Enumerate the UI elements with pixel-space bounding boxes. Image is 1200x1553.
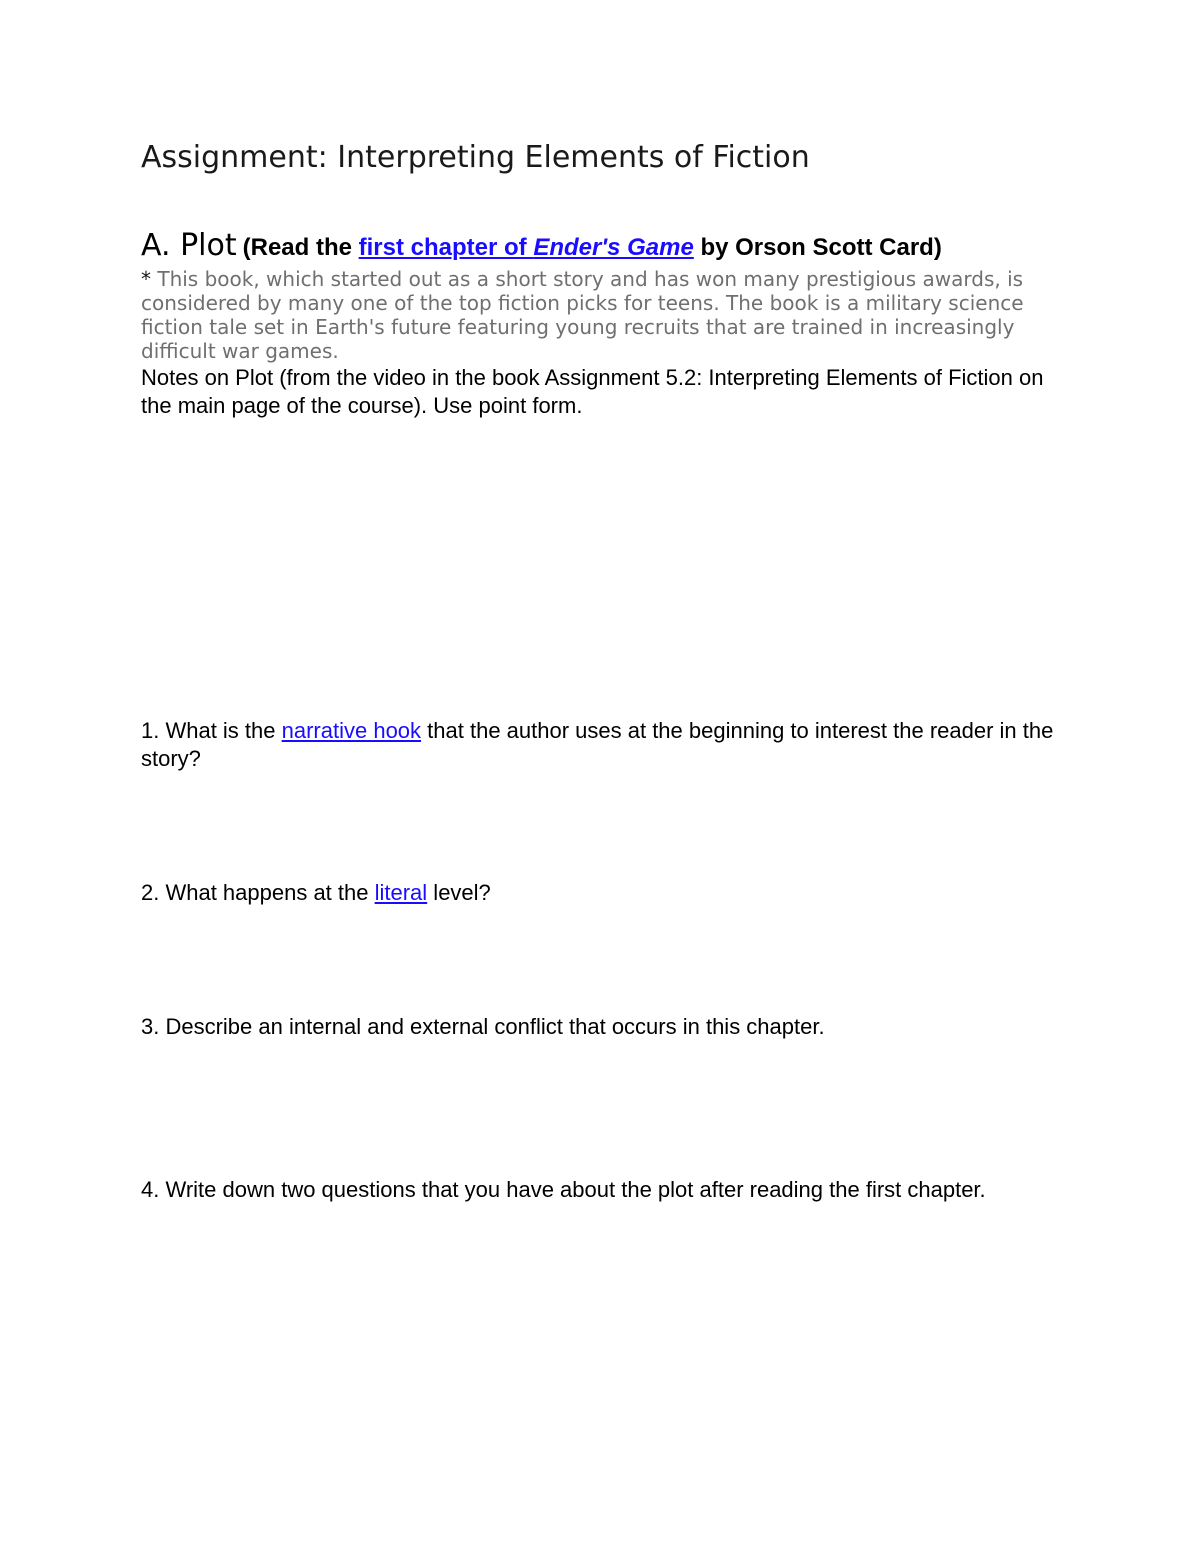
first-chapter-link-text: first chapter of bbox=[358, 234, 534, 261]
enders-game-link-text: Ender's Game bbox=[533, 234, 694, 261]
narrative-hook-link[interactable]: narrative hook bbox=[281, 718, 422, 743]
section-a-label: A. Plot bbox=[141, 228, 237, 263]
question-2 bbox=[141, 879, 1066, 907]
question-3: 3. Describe an internal and external conflict that occurs in this chapter. bbox=[141, 1014, 825, 1039]
section-a-paren bbox=[243, 234, 942, 261]
question-2-after: level? bbox=[427, 880, 491, 905]
question-4: 4. Write down two questions that you have about the plot after reading the first chapter. bbox=[141, 1177, 986, 1202]
summary-asterisk: * bbox=[141, 267, 151, 291]
section-a-paren-open: (Read the bbox=[242, 234, 359, 261]
question-1-before: 1. What is the bbox=[141, 718, 282, 743]
document-title: Assignment: Interpreting Elements of Fiction bbox=[141, 140, 810, 175]
question-1 bbox=[141, 717, 1066, 773]
first-chapter-link[interactable] bbox=[359, 234, 694, 261]
summary-text: This book, which started out as a short story and has won many prestigious awards, is considered by many one of the top fiction picks for teens. The book is a military science fiction tale set in Earth's future featuring young recruits that are trained in increasingly difficult war games. bbox=[141, 267, 1024, 363]
question-2-before: 2. What happens at the bbox=[141, 880, 375, 905]
book-summary bbox=[141, 267, 1066, 363]
literal-link[interactable]: literal bbox=[374, 880, 428, 905]
question-1-after: that the author uses at the beginning to interest the reader in the story? bbox=[141, 718, 1054, 771]
plot-notes-instruction: Notes on Plot (from the video in the book Assignment 5.2: Interpreting Elements of Fiction on the main page of the course). Use point form. bbox=[141, 365, 1044, 418]
section-a-paren-close: by Orson Scott Card) bbox=[693, 234, 942, 261]
section-a-heading bbox=[141, 228, 942, 263]
